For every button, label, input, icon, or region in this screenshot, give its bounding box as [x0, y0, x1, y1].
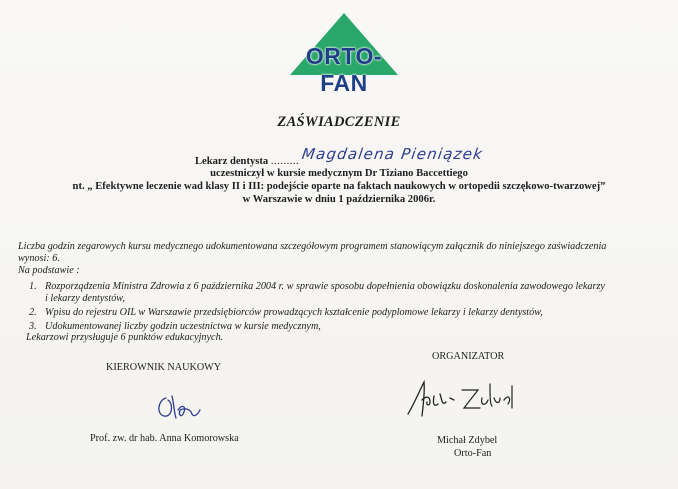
list-item	[18, 281, 668, 293]
topic-line: nt. „ Efektywne leczenie wad klasy II i III: podejście oparte na faktach naukowych w ortopedii szczękowo-twarzowej”	[72, 181, 606, 192]
hours-statement: Liczba godzin zegarowych kursu medycznego udokumentowana szczegółowym programem stanowiącym załącznik do niniejszego zaświadczenia	[18, 241, 607, 252]
dotted-fill: .........	[270, 156, 300, 167]
doctor-line	[0, 145, 678, 168]
hours-value: wynosi: 6.	[18, 253, 60, 264]
list-number: 1.	[29, 281, 37, 292]
doctor-label: Lekarz dentysta	[194, 156, 269, 167]
list-text: i lekarzy dentystów,	[45, 293, 125, 304]
list-text: Udokumentowanej liczby godzin uczestnictwa w kursie medycznym,	[45, 321, 321, 332]
basis-list	[18, 281, 668, 333]
date-line: w Warszawie w dniu 1 października 2006r.	[242, 194, 436, 205]
orto-fan-logo	[287, 11, 401, 96]
list-number: 2.	[29, 307, 37, 318]
scientific-director-label: KIEROWNIK NAUKOWY	[106, 362, 222, 373]
list-text: Rozporządzenia Ministra Zdrowia z 6 października 2004 r. w sprawie sposobu dopełnienia obowiązku doskonalenia zawodowego lekarzy	[45, 281, 605, 292]
handwritten-signature-left	[152, 390, 212, 424]
organizer-name: Michał Zdybel	[437, 435, 498, 446]
organizer-label: ORGANIZATOR	[432, 351, 505, 362]
organizer-company: Orto-Fan	[454, 448, 492, 459]
list-number: 3.	[29, 321, 37, 332]
logo-text: ORTO-FAN	[305, 43, 383, 96]
scientific-director-name: Prof. zw. dr hab. Anna Komorowska	[90, 433, 239, 444]
basis-heading: Na podstawie :	[18, 265, 80, 276]
handwritten-signature-right	[400, 374, 522, 422]
points-statement: Lekarzowi przysługuje 6 punktów edukacyjnych.	[26, 332, 224, 343]
course-line: uczestniczył w kursie medycznym Dr Tiziano Baccettiego	[210, 168, 468, 179]
list-item-continuation	[18, 293, 668, 305]
document-title: ZAŚWIADCZENIE	[277, 114, 401, 130]
list-item	[18, 307, 668, 319]
handwritten-doctor-name: Magdalena Pieniązek	[300, 145, 485, 163]
list-text: Wpisu do rejestru OIL w Warszawie przedsiębiorców prowadzących kształcenie podyplomowe lekarzy i lekarzy dentystów,	[45, 307, 543, 318]
